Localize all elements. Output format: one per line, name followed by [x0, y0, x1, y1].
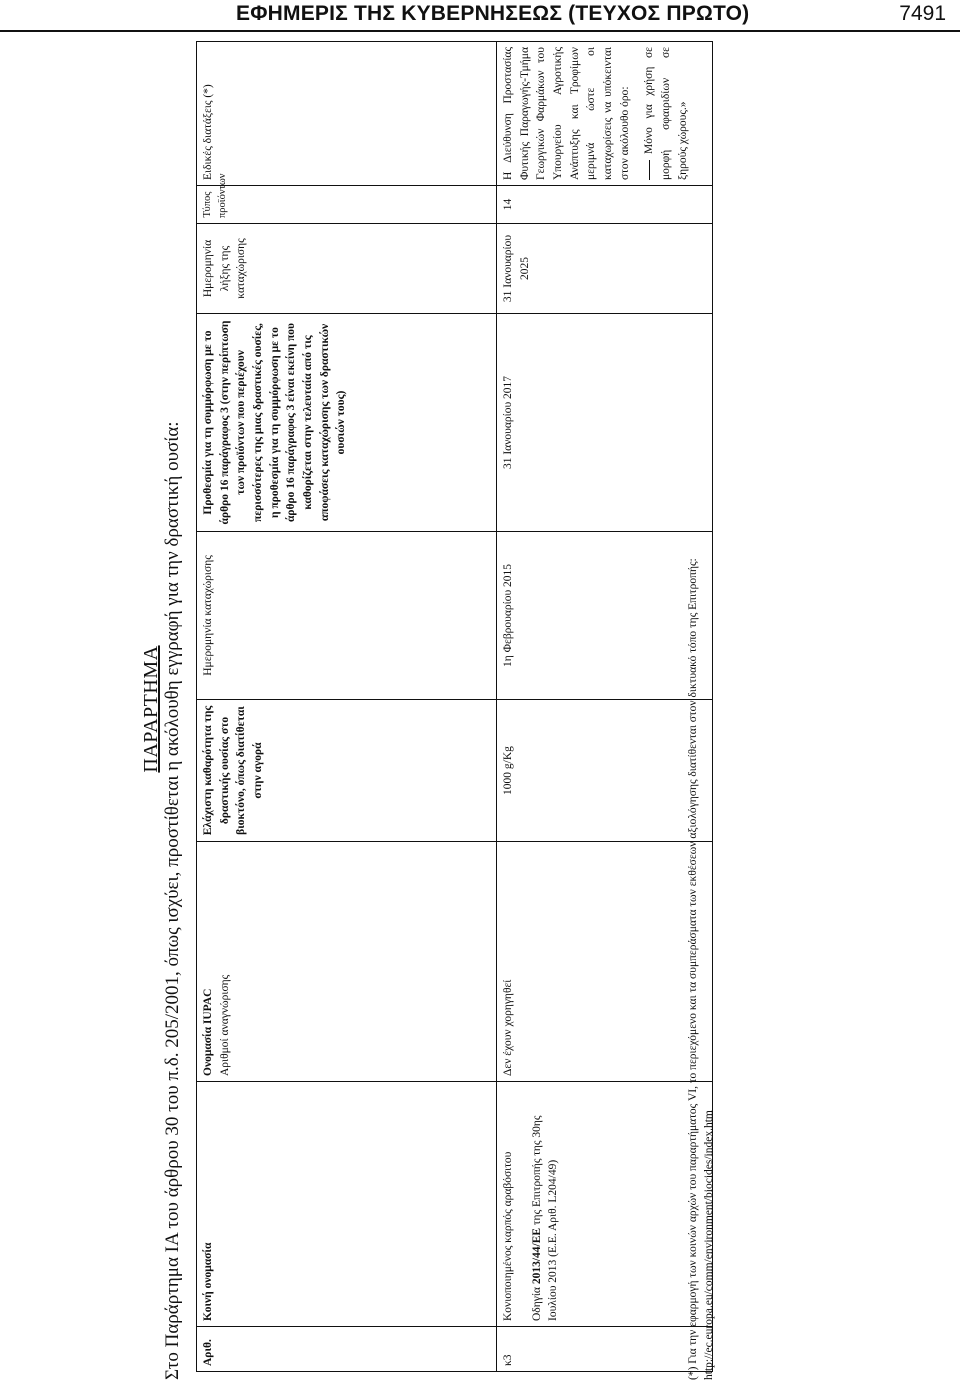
- header-product-type: Τύπος προϊόντων: [197, 186, 497, 224]
- rotated-annex-content: [140, 38, 730, 1380]
- cell-approval-date: 1η Φεβρουαρίου 2015: [497, 532, 713, 700]
- header-common-name: Κοινή ονομασία: [197, 1082, 497, 1327]
- annex-title: ΠΑΡΑΡΤΗΜΑ: [140, 645, 162, 773]
- header-number: Αριθ.: [197, 1327, 497, 1372]
- directive-prefix: Οδηγία: [530, 1284, 543, 1321]
- header-purity: Ελάχιστη καθαρότητα της δραστικής ουσίας στο βιοκτόνο, όπως διατίθεται στην αγορά: [197, 700, 497, 842]
- running-header: [0, 0, 960, 30]
- header-expiry: Ημερομηνία λήξης της καταχώρισης: [197, 224, 497, 314]
- gazette-title: ΕΦΗΜΕΡΙΣ ΤΗΣ ΚΥΒΕΡΝΗΣΕΩΣ (ΤΕΥΧΟΣ ΠΡΩΤΟ): [236, 2, 750, 25]
- cell-common-name: [497, 1082, 713, 1327]
- cell-iupac: Δεν έχουν χορηγηθεί: [497, 842, 713, 1082]
- footnote-text: (*) Για την εφαρμογή των κοινών αρχών του παραρτήματος VI, το περιεχόμενο και τα συμπεράσματα των εκθέσεων αξιολόγησης διατίθενται στον δικτυακό τόπο της Επιτροπής:: [687, 558, 699, 1380]
- directive-suffix: της Επιτροπής της 30ης Ιουλίου 2013 (Ε.Ε. Αριθ. L204/49): [530, 1115, 560, 1321]
- provisions-paragraph-2: [641, 47, 691, 180]
- header-deadline: Προθεσμία για τη συμμόρφωση με το άρθρο 16 παράγραφος 3 (στην περίπτωση των προϊόντων που περιέχουν περισσότερες της μιας δραστικές ουσίες, η προθεσμία για τη συμμόρφωση με το άρθρο 16 παράγραφος 3 είναι εκείνη που καθορίζεται στην τελευταία από τις αποφάσεις καταχώρισης των δραστικών ουσιών τους): [197, 314, 497, 532]
- cell-purity: 1000 g/Kg: [497, 700, 713, 842]
- header-provisions: Ειδικές διατάξεις (*): [197, 42, 497, 186]
- provisions-condition: Μόνο για χρήση σε μορφή σφαιριδίων σε ξηρούς χώρους.»: [643, 47, 689, 180]
- footnote: [686, 38, 717, 1380]
- header-iupac: [197, 842, 497, 1082]
- common-name: Κονιοποιημένος καρπός αραβόσιτου: [502, 1151, 514, 1321]
- footnote-link[interactable]: http://ec.europa.eu/comm/environment/biocides/index.htm: [702, 1110, 715, 1380]
- header-iupac-line2: Αριθμοί αναγνώρισης: [218, 974, 231, 1076]
- directive-number: 2013/44/ΕΕ: [530, 1227, 543, 1285]
- cell-provisions: [497, 42, 713, 186]
- annex-table: [196, 41, 713, 1372]
- page-number: 7491: [899, 2, 946, 25]
- cell-expiry: 31 Ιανουαρίου 2025: [497, 224, 713, 314]
- cell-product-type: 14: [497, 186, 713, 224]
- table-row: [497, 42, 713, 1372]
- cell-number: κ3: [497, 1327, 713, 1372]
- header-rule: [0, 30, 960, 32]
- provisions-paragraph-1: Η Διεύθυνση Προστασίας Φυτικής Παραγωγής-Τμήμα Γεωργικών Φαρμάκων του Υπουργείου Αγροτικής Ανάπτυξης και Τροφίμων μεριμνά ώστε οι καταχωρίσεις να υπόκεινται στον ακόλουθο όρο:: [502, 47, 631, 180]
- table-header-row: [197, 42, 497, 1372]
- directive-reference: [529, 1087, 562, 1321]
- cell-deadline: 31 Ιανουαρίου 2017: [497, 314, 713, 532]
- annex-intro: Στο Παράρτημα ΙΑ του άρθρου 30 του π.δ. 205/2001, όπως ισχύει, προστίθεται η ακόλουθη εγγραφή για την δραστική ουσία:: [162, 421, 183, 1380]
- header-iupac-line1: Ονομασία IUPAC: [202, 988, 214, 1076]
- header-approval-date: Ημερομηνία καταχώρισης: [197, 532, 497, 700]
- dash-mark: [649, 160, 650, 180]
